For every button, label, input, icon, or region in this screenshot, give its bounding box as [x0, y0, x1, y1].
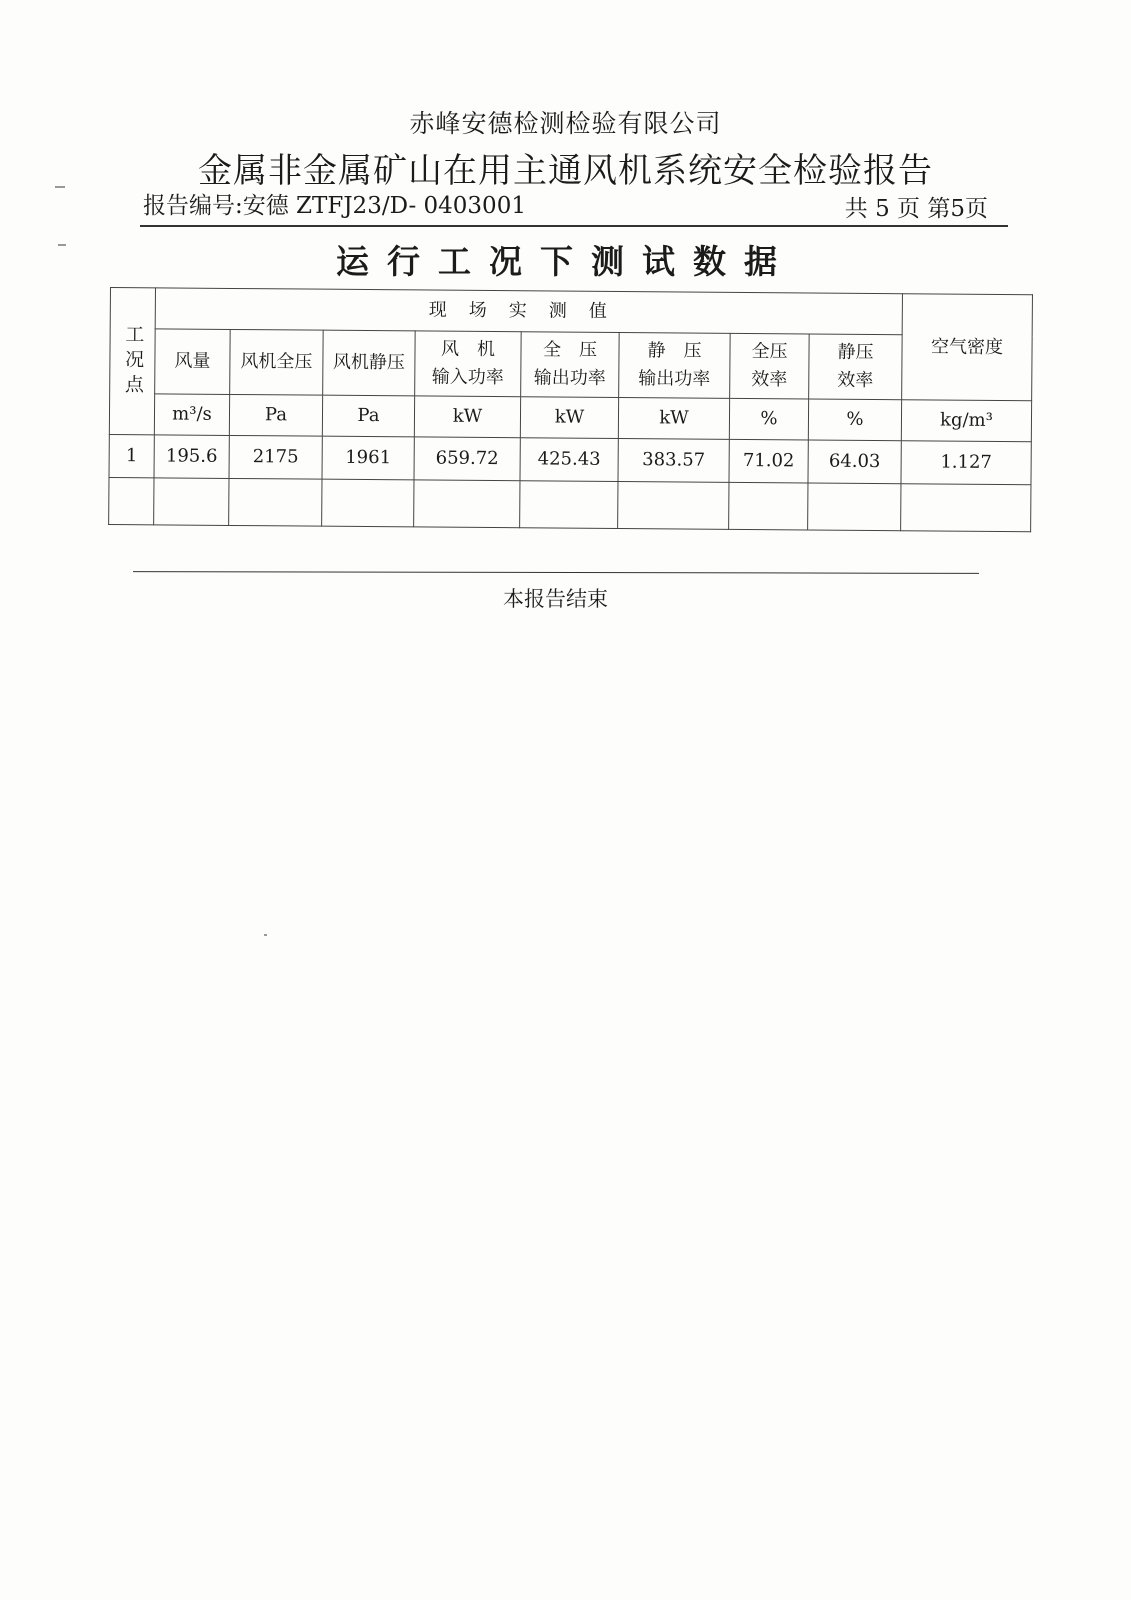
column-header-line: 风机静压 — [332, 351, 405, 374]
point-cell: 1 — [109, 434, 154, 477]
column-header-cell — [521, 332, 620, 398]
table-row — [109, 434, 1031, 484]
empty-cell — [154, 478, 229, 526]
end-of-report: 本报告结束 — [503, 587, 608, 611]
column-header-line: 全压 — [751, 341, 788, 363]
column-header-cell — [619, 333, 731, 399]
empty-cell — [109, 477, 154, 524]
report-number: 报告编号:安德 ZTFJ23/D- 0403001 — [143, 193, 526, 219]
column-header-cell — [809, 334, 903, 400]
end-divider — [133, 571, 979, 574]
unit-cell: % — [729, 398, 808, 440]
column-header-line: 风 机 — [440, 338, 496, 361]
column-header-line: 风机全压 — [240, 351, 313, 373]
empty-cell — [808, 483, 901, 531]
density-unit-cell: kg/m³ — [901, 400, 1031, 442]
scan-speck — [264, 934, 267, 936]
value-cell: 71.02 — [729, 439, 808, 483]
column-header-row — [110, 329, 1032, 401]
empty-cell — [618, 481, 729, 529]
scan-speck — [55, 186, 65, 188]
column-header-line: 风量 — [174, 350, 211, 372]
table-body — [109, 434, 1031, 484]
company-name: 赤峰安德检测检验有限公司 — [409, 109, 722, 138]
unit-cell: kW — [520, 397, 618, 439]
empty-cell — [520, 481, 618, 529]
unit-row — [109, 394, 1031, 442]
test-data-table — [108, 287, 1033, 532]
column-header-line: 全 压 — [542, 339, 598, 361]
empty-cell — [414, 480, 520, 528]
empty-cell — [729, 482, 808, 530]
column-header-line: 输入功率 — [431, 366, 504, 389]
column-header-line: 输出功率 — [533, 367, 606, 389]
empty-cell — [322, 479, 414, 527]
density-cell: 1.127 — [901, 441, 1031, 485]
column-header-cell — [323, 330, 416, 396]
value-cell: 64.03 — [808, 440, 901, 484]
row-header-cell: 工况点 — [109, 288, 155, 435]
scan-speck — [58, 244, 66, 246]
section-title: 运行工况下测试数据 — [336, 242, 795, 281]
page-info: 共 5 页 第5页 — [844, 196, 988, 222]
unit-cell: % — [808, 399, 901, 441]
empty-cell — [229, 478, 322, 526]
header-divider — [140, 225, 1008, 227]
column-header-cell — [155, 329, 231, 395]
column-header-line: 静压 — [837, 341, 874, 364]
column-header-cell — [230, 329, 324, 395]
value-cell: 425.43 — [520, 438, 618, 482]
test-data-table-wrapper — [108, 287, 1032, 532]
unit-cell: kW — [414, 396, 520, 438]
empty-row — [109, 477, 1031, 531]
column-header-line: 输出功率 — [638, 368, 711, 390]
unit-cell: kW — [618, 397, 729, 439]
unit-cell: Pa — [322, 395, 414, 437]
value-cell: 659.72 — [414, 437, 520, 481]
unit-cell: m³/s — [154, 394, 229, 436]
density-header-cell: 空气密度 — [902, 294, 1033, 401]
group-header-cell: 现场实测值 — [155, 288, 902, 335]
value-cell: 1961 — [322, 436, 414, 480]
column-header-line: 效率 — [837, 369, 874, 391]
column-header-cell — [415, 331, 522, 397]
value-cell: 2175 — [229, 435, 322, 479]
value-cell: 195.6 — [154, 435, 229, 479]
group-header-row — [110, 288, 1032, 336]
report-title: 金属非金属矿山在用主通风机系统安全检验报告 — [198, 151, 933, 191]
column-header-line: 效率 — [751, 369, 788, 391]
column-header-line: 静 压 — [647, 340, 702, 362]
column-header-cell — [730, 333, 810, 399]
empty-cell — [901, 484, 1031, 532]
value-cell: 383.57 — [618, 438, 729, 482]
unit-cell: Pa — [229, 394, 322, 436]
